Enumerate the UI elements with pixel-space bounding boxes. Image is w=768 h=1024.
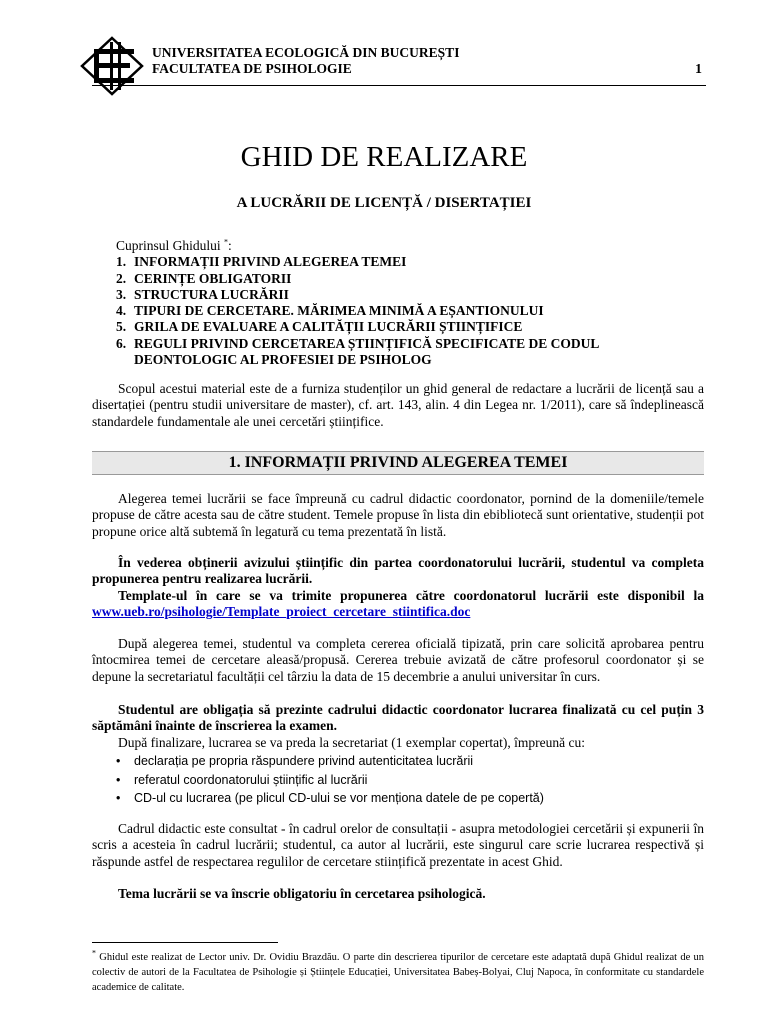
university-name: UNIVERSITATEA ECOLOGICĂ DIN BUCUREȘTI — [152, 45, 460, 60]
toc-item — [116, 303, 636, 319]
section-1-paragraph-2: În vederea obținerii avizului științific din partea coordonatorului lucrării, studentul va completa propunerea pentru realizarea lucrării. — [92, 555, 704, 587]
section-1-paragraph-4: După alegerea temei, studentul va completa cererea oficială tipizată, prin care solicită aprobarea pentru întocmirea temei de cercetare aleasă/propusă. Cererea trebuie avizată de către profesorul coordonator și se depune la secretariatul facultății cel târziu la data de 15 decembrie a anului universitar în curs. — [92, 636, 704, 684]
footnote-mark: * — [92, 948, 96, 958]
toc-item — [116, 287, 636, 303]
section-1-paragraph-6: După finalizare, lucrarea se va preda la secretariat (1 exemplar copertat), împreună cu: — [118, 735, 585, 750]
footnote-divider — [92, 942, 278, 943]
toc-caption — [116, 238, 636, 254]
toc-item-number: 1. — [116, 254, 127, 270]
institution-header — [152, 45, 459, 77]
bullet-icon: • — [116, 754, 121, 768]
list-item — [116, 789, 544, 808]
section-1-heading: 1. INFORMAȚII PRIVIND ALEGEREA TEMEI — [92, 451, 704, 475]
toc-item — [116, 319, 636, 335]
list-item — [116, 752, 544, 771]
table-of-contents — [116, 238, 636, 368]
list-item-text: referatul coordonatorului științific al lucrării — [134, 772, 368, 787]
section-1-paragraph-5: Studentul are obligația să prezinte cadrului didactic coordonator lucrarea finalizată cu cel puțin 3 săptămâni înainte de înscrierea la examen. — [92, 702, 704, 734]
toc-item-number: 5. — [116, 319, 127, 335]
toc-item-text: TIPURI DE CERCETARE. MĂRIMEA MINIMĂ A EȘANTIONULUI — [134, 303, 544, 319]
toc-item-number: 3. — [116, 286, 127, 302]
template-download-link[interactable]: www.ueb.ro/psihologie/Template_proiect_cercetare_stiintifica.doc — [92, 604, 471, 620]
intro-paragraph: Scopul acestui material este de a furniza studenților un ghid general de redactare a lucrării de licență sau a disertației (pentru studii universitare de master), cf. art. 143, alin. 4 din Legea nr. 1/2011), care să îndeplinească standardele fundamentale ale unei cercetări științifice. — [92, 381, 704, 429]
header-divider — [92, 85, 706, 86]
university-logo-icon — [80, 36, 144, 96]
page-number: 1 — [695, 62, 702, 77]
toc-item-text: CERINȚE OBLIGATORII — [134, 270, 292, 286]
footnote-ref: * — [224, 237, 229, 247]
toc-item-text: STRUCTURA LUCRĂRII — [134, 286, 289, 302]
footnote — [92, 950, 704, 995]
document-title: GHID DE REALIZARE — [240, 141, 528, 173]
template-availability-text: Template-ul în care se va trimite propunerea către coordonatorul lucrării este disponibil la — [118, 588, 704, 603]
toc-item — [116, 271, 636, 287]
toc-item-number: 6. — [116, 335, 127, 351]
toc-item — [116, 254, 636, 270]
toc-list — [116, 254, 636, 368]
section-1-paragraph-8: Tema lucrării se va înscrie obligatoriu în cercetarea psihologică. — [118, 886, 486, 901]
list-item — [116, 771, 544, 790]
bullet-icon: • — [116, 791, 121, 805]
bullet-icon: • — [116, 772, 121, 787]
list-item-text: declarația pe propria răspundere privind autenticitatea lucrării — [134, 754, 474, 768]
toc-item-number: 2. — [116, 270, 127, 286]
toc-item-number: 4. — [116, 303, 127, 319]
faculty-name: FACULTATEA DE PSIHOLOGIE — [152, 61, 352, 76]
section-1-paragraph-7: Cadrul didactic este consultat - în cadrul orelor de consultații - asupra metodologiei cercetării și expunerii în scris a acesteia în cadrul lucrării; studentul, ca autor al lucrării, este singurul care scrie lucrarea respectivă și răspunde astfel de respectarea regulilor de cercetare stiințifică prezentate in acest Ghid. — [92, 821, 704, 869]
submission-items-list — [116, 752, 544, 808]
toc-item — [116, 336, 636, 369]
toc-caption-colon: : — [228, 238, 232, 253]
footnote-text: Ghidul este realizat de Lector univ. Dr. Ovidiu Brazdău. O parte din descrierea tipurilor de cercetare este adaptată după Ghidul realizat de un colectiv de autori de la Facultatea de Psihologie și Științele Educației, Universitatea Babeș-Bolyai, Cluj Napoca, în conformitate cu standardele academice de calitate. — [92, 952, 704, 993]
toc-item-text: REGULI PRIVIND CERCETAREA ȘTIINȚIFICĂ SPECIFICATE DE CODUL DEONTOLOGIC AL PROFESIEI DE PSIHOLOG — [134, 335, 599, 368]
toc-item-text: INFORMAȚII PRIVIND ALEGEREA TEMEI — [134, 254, 407, 270]
list-item-text: CD-ul cu lucrarea (pe plicul CD-ului se vor menționa datele de pe copertă) — [134, 791, 544, 805]
section-1-paragraph-3 — [92, 588, 704, 621]
toc-caption-text: Cuprinsul Ghidului — [116, 238, 221, 253]
toc-item-text: GRILA DE EVALUARE A CALITĂȚII LUCRĂRII ȘTIINȚIFICE — [134, 319, 523, 335]
section-1-paragraph-1: Alegerea temei lucrării se face împreună cu cadrul didactic coordonator, pornind de la domeniile/temele propuse de către acesta sau de către student. Temele propuse în lista din ebibliotecă sunt orientative, studenții pot propune orice altă subtemă în legatură cu tema prezentată în listă. — [92, 491, 704, 539]
document-subtitle: A LUCRĂRII DE LICENȚĂ / DISERTAȚIEI — [236, 195, 532, 211]
